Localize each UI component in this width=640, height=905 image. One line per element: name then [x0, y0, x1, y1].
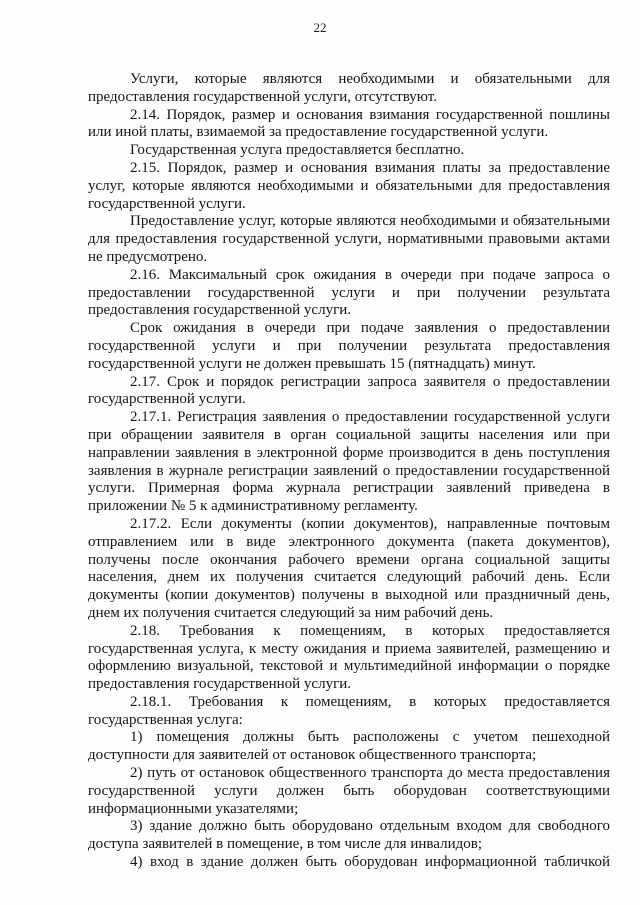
page-number: 22 — [313, 20, 327, 35]
paragraph-2-16: 2.16. Максимальный срок ожидания в очереди при подаче запроса о предоставлении государственной услуги и при получении результата предоставления государственной услуги. — [88, 266, 610, 319]
list-item-1: 1) помещения должны быть расположены с учетом пешеходной доступности для заявителей от остановок общественного транспорта; — [88, 729, 610, 764]
list-item-4: 4) вход в здание должен быть оборудован информационной табличкой — [130, 854, 610, 871]
paragraph-2-15: 2.15. Порядок, размер и основания взимания платы за предоставление услуг, которые являются необходимыми и обязательными для предоставления государственной услуги. — [88, 159, 610, 212]
list-item-2: 2) путь от остановок общественного транспорта до места предоставления государственной услуги должен быть оборудован соответствующими информационными указателями; — [88, 765, 610, 817]
paragraph-not-provided: Предоставление услуг, которые являются необходимыми и обязательными для предоставления государственной услуги, нормативными правовыми актами не предусмотрено. — [88, 213, 610, 265]
paragraph-2-18-1: 2.18.1. Требования к помещениям, в которых предоставляется государственная услуга: — [88, 693, 610, 728]
paragraph-2-17: 2.17. Срок и порядок регистрации запроса заявителя о предоставлении государственной услуги. — [88, 373, 610, 408]
paragraph-services-absent: Услуги, которые являются необходимыми и обязательными для предоставления государственной услуги, отсутствуют. — [88, 71, 610, 105]
paragraph-2-17-1: 2.17.1. Регистрация заявления о предоставлении государственной услуги при обращении заявителя в орган социальной защиты населения или при направлении заявления в электронной форме производится в день поступления заявления в журнале регистрации заявлений о предоставлении государственной услуги. Примерная форма журнала регистрации заявлений приведена в приложении № 5 к административному регламенту. — [88, 409, 610, 515]
paragraph-free-of-charge: Государственная услуга предоставляется бесплатно. — [130, 142, 465, 159]
list-item-3: 3) здание должно быть оборудовано отдельным входом для свободного доступа заявителей в помещение, в том числе для инвалидов; — [88, 818, 610, 853]
paragraph-waiting-time: Срок ожидания в очереди при подаче заявления о предоставлении государственной услуги и при получении результата предоставления государственной услуги не должен превышать 15 (пятнадцать) минут. — [88, 320, 610, 372]
paragraph-2-17-2: 2.17.2. Если документы (копии документов), направленные почтовым отправлением или в виде электронного документа (пакета документов), получены после окончания рабочего времени органа социальной защиты населения, днем их получения считается следующий рабочий день. Если документы (копии документов) получены в выходной или праздничный день, днем их получения считается следующий за ним рабочий день. — [88, 515, 610, 621]
paragraph-2-14: 2.14. Порядок, размер и основания взимания государственной пошлины или иной платы, взимаемой за предоставление государственной услуги. — [88, 106, 610, 141]
document-body — [88, 71, 610, 872]
paragraph-2-18: 2.18. Требования к помещениям, в которых предоставляется государственная услуга, к месту ожидания и приема заявителей, размещению и оформлению визуальной, текстовой и мультимедийной информации о порядке предоставления государственной услуги. — [88, 622, 610, 693]
